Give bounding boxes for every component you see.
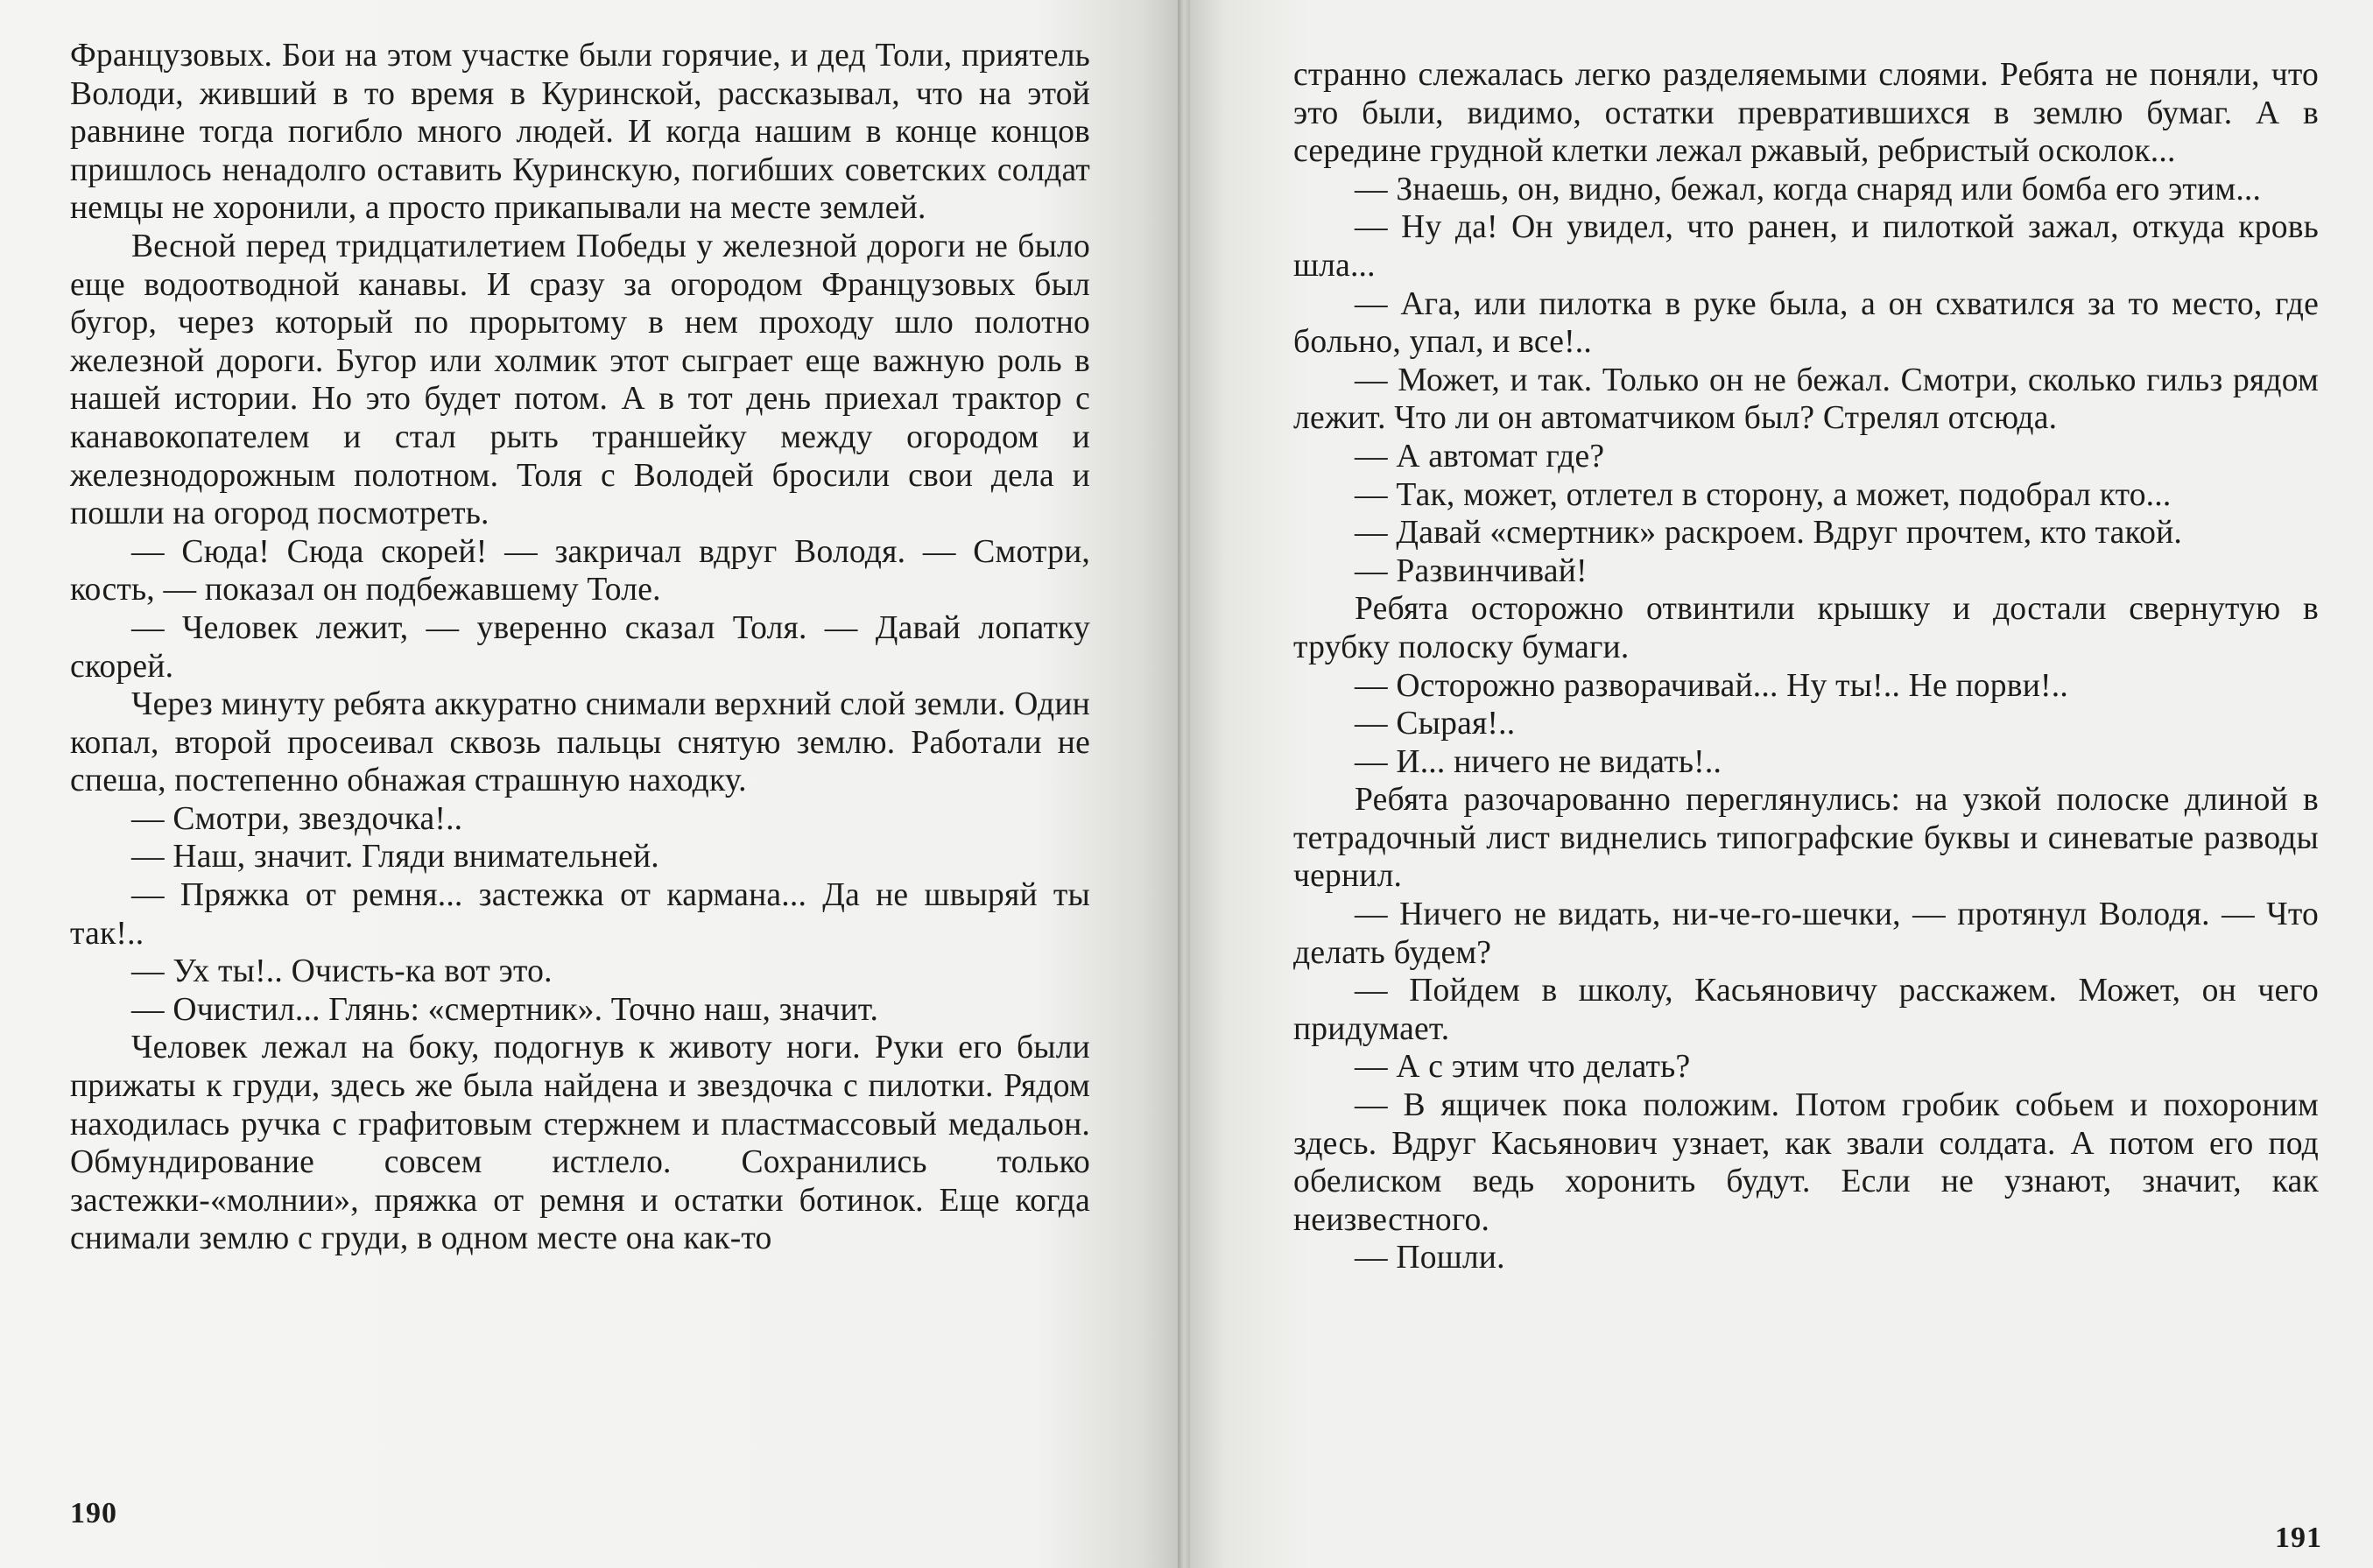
paragraph: Весной перед тридцатилетием Победы у железной дороги не было еще водоотводной канавы. И сразу за огородом Французовых был бугор, через который по прорытому в нем проходу шло полотно железной дороги. Бугор или холмик этот сыграет еще важную роль в нашей истории. Но это будет потом. А в тот день приехал трактор с канавокопателем и стал рыть траншейку между огородом и железнодорожным полотном. Толя с Володей бросили свои дела и пошли на огород посмотреть.: [70, 228, 1090, 532]
paragraph: — А автомат где?: [1355, 438, 1605, 475]
paragraph: Ребята осторожно отвинтили крышку и достали свернутую в трубку полоску бумаги.: [1293, 591, 2319, 665]
paragraph: — Сырая!..: [1355, 706, 1516, 742]
paragraph: — А с этим что делать?: [1355, 1049, 1691, 1086]
paragraph: Через минуту ребята аккуратно снимали верхний слой земли. Один копал, второй просеивал сквозь пальцы снятую землю. Работали не спеша, постепенно обнажая страшную находку.: [70, 686, 1090, 799]
paragraph: — Знаешь, он, видно, бежал, когда снаряд или бомба его этим...: [1355, 171, 2262, 207]
paragraph: — В ящичек пока положим. Потом гробик собьем и похороним здесь. Вдруг Касьянович узнает, как звали солдата. А потом его под обелиском ведь хоронить будут. Если не узнают, значит, как неизвестного.: [1293, 1087, 2319, 1238]
paragraph: — Пошли.: [1355, 1240, 1505, 1276]
paragraph: — Ага, или пилотка в руке была, а он схватился за то место, где больно, упал, и все!..: [1293, 285, 2319, 361]
page-number-left: 190: [70, 1497, 117, 1529]
paragraph: — Человек лежит, — уверенно сказал Толя. — Давай лопатку скорей.: [70, 609, 1090, 685]
paragraph: — Наш, значит. Гляди внимательней.: [131, 839, 659, 875]
right-page: [1190, 0, 2373, 1568]
paragraph: — Ничего не видать, ни-че-го-шечки, — протянул Володя. — Что делать будем?: [1293, 897, 2319, 971]
paragraph: — Смотри, звездочка!..: [131, 800, 463, 837]
paragraph: — Сюда! Сюда скорей! — закричал вдруг Володя. — Смотри, кость, — показал он подбежавшему Толе.: [70, 533, 1090, 608]
paragraph: — Ну да! Он увидел, что ранен, и пилоткой зажал, откуда кровь шла...: [1293, 209, 2319, 284]
paragraph: — Так, может, отлетел в сторону, а может, подобрал кто...: [1355, 476, 2172, 513]
paragraph: — Может, и так. Только он не бежал. Смотри, сколько гильз рядом лежит. Что ли он автоматчиком был? Стрелял отсюда.: [1293, 362, 2319, 437]
paragraph: — И... ничего не видать!..: [1355, 743, 1722, 780]
paragraph: странно слежалась легко разделяемыми слоями. Ребята не поняли, что это были, видимо, остатки превратившихся в землю бумаг. А в середине грудной клетки лежал ржавый, ребристый осколок...: [1293, 57, 2319, 170]
book-gutter: [1178, 0, 1190, 1568]
paragraph: — Очистил... Глянь: «смертник». Точно наш, значит.: [131, 991, 879, 1028]
paragraph: — Давай «смертник» раскроем. Вдруг прочтем, кто такой.: [1355, 515, 2183, 552]
paragraph: Ребята разочарованно переглянулись: на узкой полоске длиной в тетрадочный лист виднелись типографские буквы и синеватые разводы чернил.: [1293, 782, 2319, 895]
paragraph: Французовых. Бои на этом участке были горячие, и дед Толи, приятель Володи, живший в то время в Куринской, рассказывал, что на этой равнине тогда погибло много людей. И когда нашим в конце концов пришлось ненадолго оставить Куринскую, погибших советских солдат немцы не хоронили, а просто прикапывали на месте землей.: [70, 38, 1090, 227]
right-page-text: [1293, 56, 2319, 1277]
paragraph: — Ух ты!.. Очисть-ка вот это.: [131, 953, 553, 990]
page-number-right: 191: [2275, 1522, 2322, 1554]
paragraph: — Пряжка от ремня... застежка от кармана... Да не швыряй ты так!..: [70, 877, 1090, 952]
paragraph: — Осторожно разворачивай... Ну ты!.. Не порви!..: [1355, 667, 2068, 704]
paragraph: — Развинчивай!: [1355, 552, 1588, 589]
left-page: [0, 0, 1178, 1568]
left-page-text: [70, 37, 1090, 1258]
paragraph: Человек лежал на боку, подогнув к животу ноги. Руки его были прижаты к груди, здесь же была найдена и звездочка с пилотки. Рядом находилась ручка с графитовым стержнем и пластмассовый медальон. Обмундирование совсем истлело. Сохранились только застежки-«молнии», пряжка от ремня и остатки ботинок. Еще когда снимали землю с груди, в одном месте она как-то: [70, 1030, 1090, 1257]
paragraph: — Пойдем в школу, Касьяновичу расскажем. Может, он чего придумает.: [1293, 973, 2319, 1047]
